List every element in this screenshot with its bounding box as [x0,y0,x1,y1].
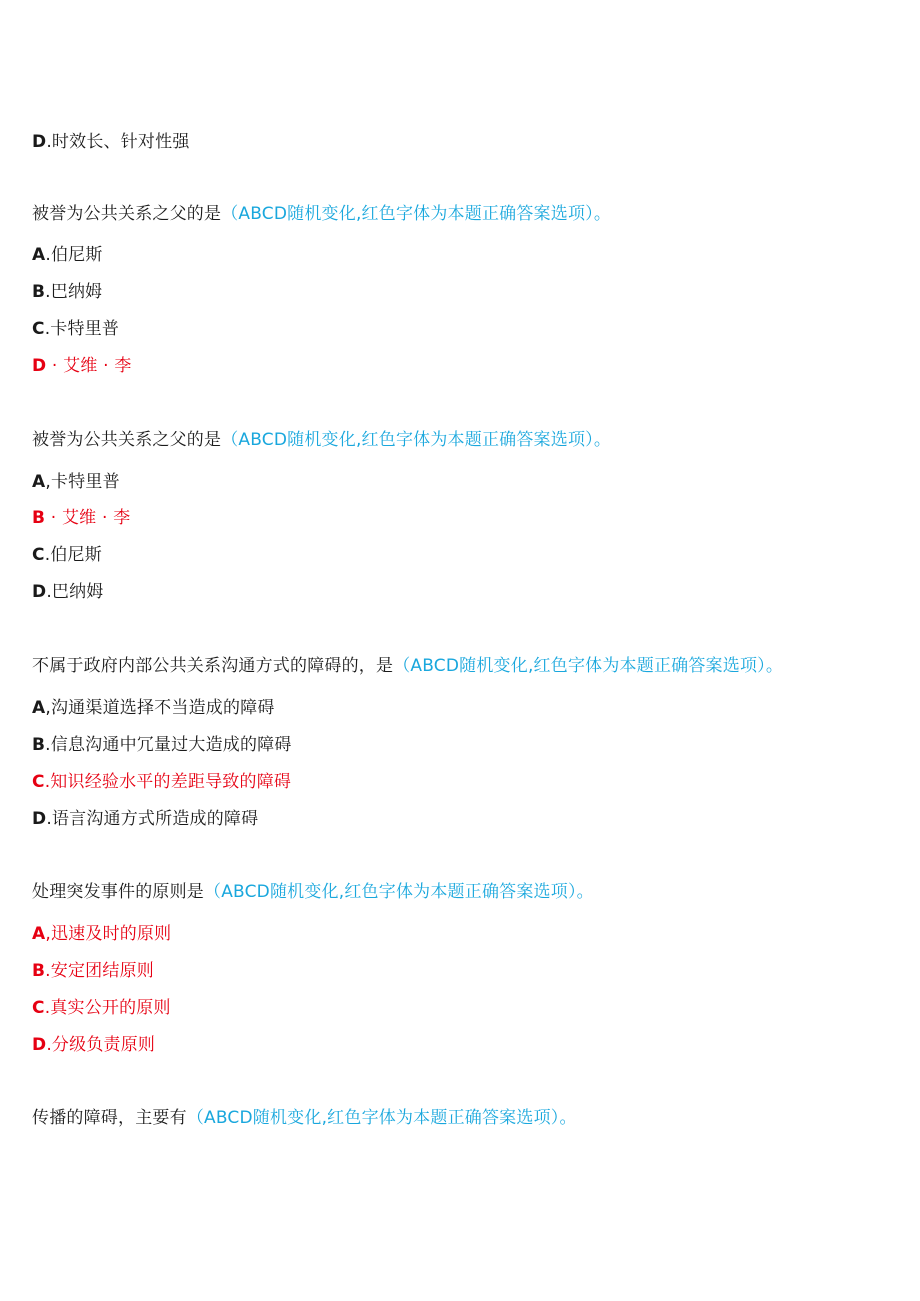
option-letter: D [32,356,47,376]
question-2-option-d [32,581,104,603]
question-4-option-a [32,923,171,945]
option-separator: . [45,245,51,265]
option-text: 卡特里普 [50,319,120,339]
question-text: 被誉为公共关系之父的是 [32,204,222,224]
question-4-option-d [32,1034,155,1056]
question-text: 处理突发事件的原则是 [32,882,204,902]
option-separator: . [46,132,52,152]
option-separator: . [45,961,51,981]
option-text: 迅速及时的原则 [50,924,172,944]
option-text: 巴纳姆 [50,282,103,302]
option-text: 语言沟通方式所造成的障碍 [51,809,259,829]
question-3-option-d [32,808,258,830]
option-letter: D [32,582,47,602]
option-letter: A [32,245,46,265]
question-1-option-c [32,318,119,340]
question-1-option-d [32,355,132,377]
question-text: 传播的障碍，主要有 [32,1108,187,1128]
question-2-option-a [32,471,120,493]
option-separator: · [45,508,62,528]
option-text: 信息沟通中冗量过大造成的障碍 [50,735,292,755]
question-2-option-c [32,544,102,566]
question-text: 被誉为公共关系之父的是 [32,430,222,450]
answer-note: （ABCD随机变化,红色字体为本题正确答案选项）。 [221,430,612,450]
question-5-stem [32,1107,577,1129]
question-2-stem [32,429,611,451]
question-3-option-b [32,734,292,756]
question-3-option-a [32,697,275,719]
option-letter: B [32,282,46,302]
question-3-stem [32,655,783,677]
option-text: 真实公开的原则 [50,998,171,1018]
option-text: 艾维 · 李 [61,508,131,528]
option-letter: B [32,508,46,528]
question-4-stem [32,881,594,903]
answer-note: （ABCD随机变化,红色字体为本题正确答案选项）。 [221,204,612,224]
answer-note: （ABCD随机变化,红色字体为本题正确答案选项）。 [186,1108,577,1128]
answer-note: （ABCD随机变化,红色字体为本题正确答案选项）。 [204,882,594,902]
question-1-option-a [32,244,103,266]
option-separator: , [45,924,51,944]
option-separator: . [45,735,51,755]
option-text: 安定团结原则 [50,961,154,981]
option-text: 沟通渠道选择不当造成的障碍 [50,698,275,718]
option-separator: , [45,472,51,492]
option-text: 分级负责原则 [51,1035,156,1055]
question-1-option-b [32,281,102,303]
option-separator: . [46,809,52,829]
option-separator: . [44,545,51,565]
option-text: 伯尼斯 [50,545,102,565]
option-letter: A [32,698,46,718]
option-separator: , [45,698,51,718]
answer-note: （ABCD随机变化,红色字体为本题正确答案选项）。 [393,656,784,676]
option-text: 时效长、针对性强 [51,132,190,152]
option-letter: C [32,998,45,1018]
option-letter: D [32,1035,47,1055]
option-text: 卡特里普 [50,472,120,492]
option-separator: . [44,772,51,792]
option-separator: . [46,582,52,602]
option-letter: D [32,809,47,829]
option-separator: . [46,1035,52,1055]
option-letter: C [32,772,45,792]
option-letter: C [32,545,45,565]
option-letter: B [32,961,46,981]
option-text: 知识经验水平的差距导致的障碍 [50,772,292,792]
question-text: 不属于政府内部公共关系沟通方式的障碍的，是 [32,656,394,676]
question-4-option-c [32,997,171,1019]
option-text: 艾维 · 李 [63,356,132,376]
option-text: 巴纳姆 [51,582,104,602]
question-4-option-b [32,960,154,982]
option-letter: A [32,924,46,944]
option-letter: B [32,735,46,755]
question-3-option-c [32,771,291,793]
option-separator: . [44,319,51,339]
question-1-stem [32,203,611,225]
option-letter: C [32,319,45,339]
option-letter: A [32,472,46,492]
option-separator: . [45,282,51,302]
option-separator: · [46,356,64,376]
option-separator: . [44,998,51,1018]
option-prev-d [32,131,190,153]
option-letter: D [32,132,47,152]
option-text: 伯尼斯 [50,245,103,265]
question-2-option-b [32,507,130,529]
